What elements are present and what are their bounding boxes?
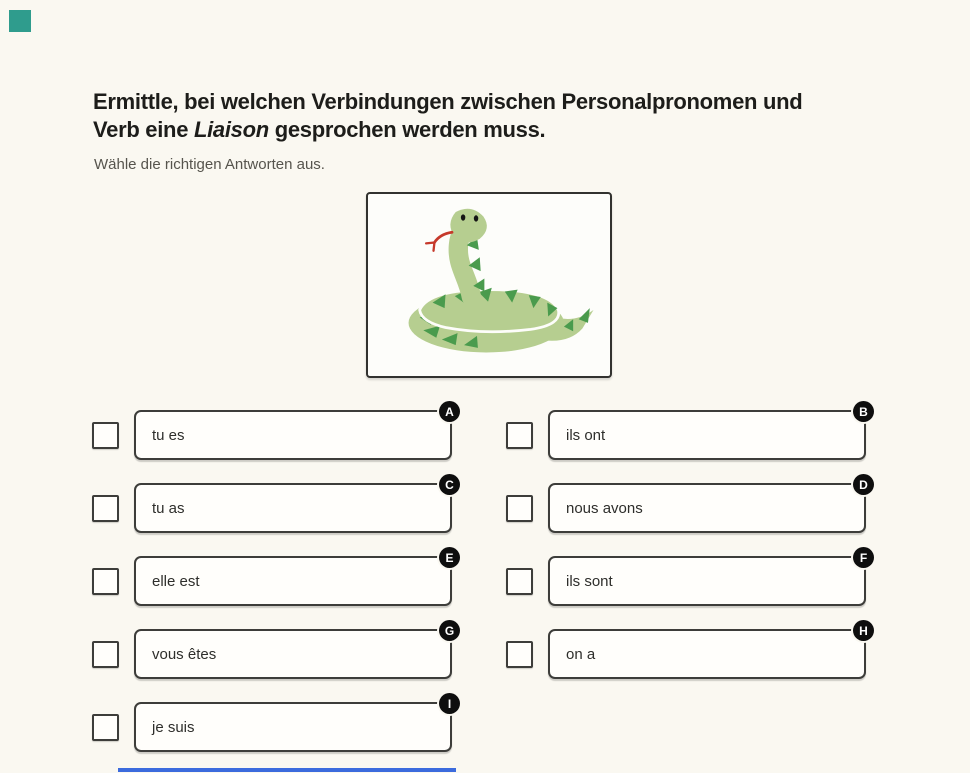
checkbox-c[interactable] <box>92 495 119 522</box>
answer-box-e[interactable] <box>134 550 454 606</box>
answer-option-a <box>92 404 454 460</box>
answer-box-i[interactable] <box>134 696 452 752</box>
answer-label: tu es <box>152 426 185 444</box>
answer-box-h[interactable] <box>548 623 868 679</box>
answer-option-b <box>506 404 868 460</box>
checkbox-h[interactable] <box>506 641 533 668</box>
answer-label: ils ont <box>566 426 606 444</box>
progress-bar <box>118 768 456 772</box>
answer-label: ils sont <box>566 572 613 590</box>
snake-image <box>373 199 605 371</box>
answer-option-h <box>506 623 868 679</box>
answer-box-a[interactable] <box>134 404 454 460</box>
teal-corner-square <box>9 10 31 32</box>
checkbox-d[interactable] <box>506 495 533 522</box>
answer-label: on a <box>566 645 596 663</box>
letter-badge: H <box>853 620 874 641</box>
task-title-line2-before: Verb eine <box>93 117 189 142</box>
answer-box-g[interactable] <box>134 623 455 679</box>
checkbox-b[interactable] <box>506 422 533 449</box>
answer-option-e <box>92 550 454 606</box>
letter-badge: A <box>439 401 460 422</box>
letter-badge: C <box>439 474 460 495</box>
answer-option-f <box>506 550 868 606</box>
checkbox-e[interactable] <box>92 568 119 595</box>
answer-box-f[interactable] <box>548 550 868 606</box>
answer-label: vous êtes <box>152 645 217 663</box>
letter-badge: B <box>853 401 874 422</box>
answer-label: nous avons <box>566 499 643 517</box>
answer-option-i <box>92 696 452 752</box>
checkbox-g[interactable] <box>92 641 119 668</box>
answer-label: elle est <box>152 572 200 590</box>
checkbox-i[interactable] <box>92 714 119 741</box>
checkbox-f[interactable] <box>506 568 533 595</box>
letter-badge: G <box>439 620 460 641</box>
answer-box-b[interactable] <box>548 404 868 460</box>
letter-badge: F <box>853 547 874 568</box>
answer-label: je suis <box>152 718 195 736</box>
answer-label: tu as <box>152 499 185 517</box>
task-title-line2-after: gesprochen werden muss. <box>274 117 546 142</box>
task-instruction: Wähle die richtigen Antworten aus. <box>94 156 325 173</box>
answer-option-c <box>92 477 454 533</box>
task-title-italic-term: Liaison <box>193 117 269 142</box>
letter-badge: I <box>439 693 460 714</box>
checkbox-a[interactable] <box>92 422 119 449</box>
letter-badge: D <box>853 474 874 495</box>
answer-option-g <box>92 623 455 679</box>
answer-option-d <box>506 477 868 533</box>
exercise-image-frame <box>366 192 612 378</box>
task-title <box>93 88 903 144</box>
task-title-line1: Ermittle, bei welchen Verbindungen zwischen Personalpronomen und <box>93 89 803 114</box>
letter-badge: E <box>439 547 460 568</box>
answer-box-c[interactable] <box>134 477 454 533</box>
answer-box-d[interactable] <box>548 477 868 533</box>
